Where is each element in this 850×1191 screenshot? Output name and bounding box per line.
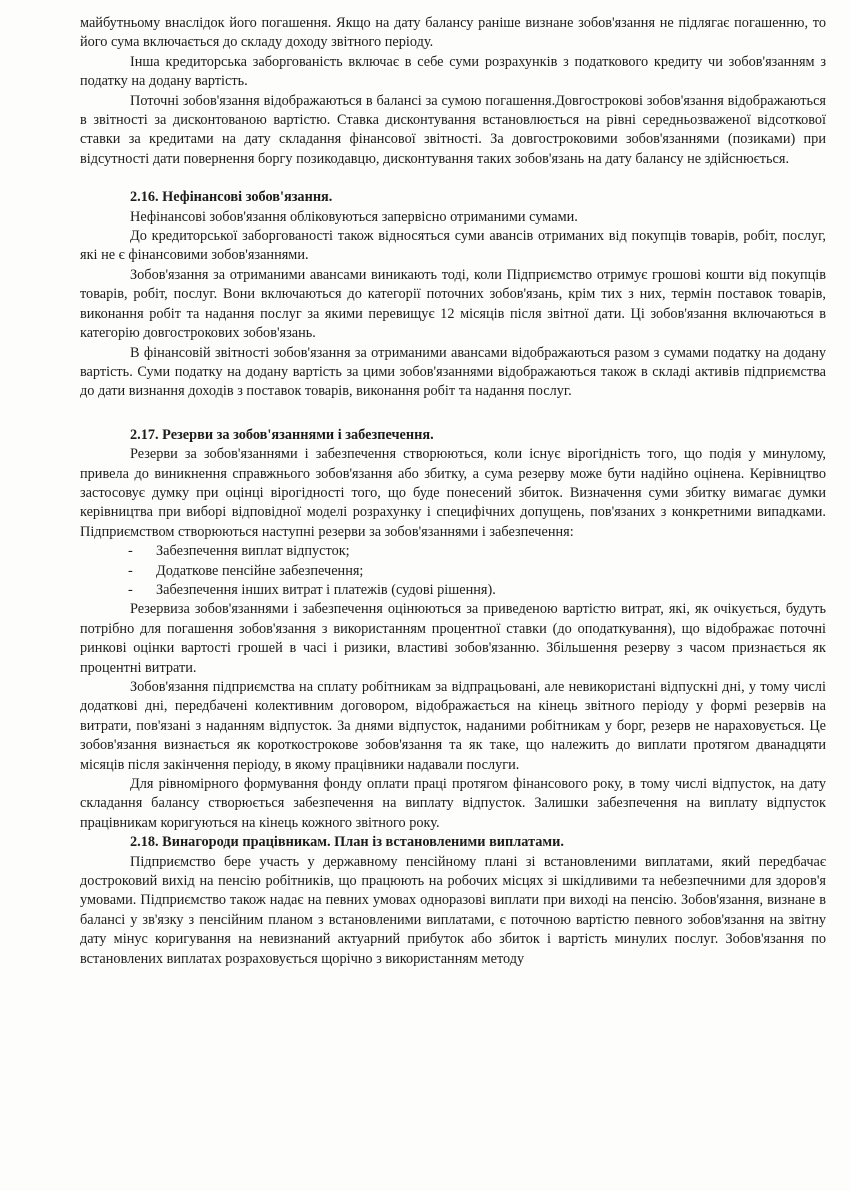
paragraph: Поточні зобов'язання відображаються в балансі за сумою погашення.Довгострокові зобов'язання відображаються в звітності за дисконтованою вартістю. Ставка дисконтування встановлюється на рівні середньозваженої відсоткової ставки за кредитами на дату складання фінансової звітності. За довгостроковими зобов'язаннями (позиками) при відсутності дати повернення боргу позикодавцю, дисконтування таких зобов'язань на дату балансу не здійснюється. bbox=[80, 92, 826, 167]
paragraph: Зобов'язання за отриманими авансами виникають тоді, коли Підприємство отримує грошові кошти від покупців товарів, робіт, послуг. Вони включаються до категорії поточних зобов'язань, крім тих з них, термін поставок товарів, виконання робіт та надання послуг за якими перевищує 12 місяців після звітної дати. Ці зобов'язання включаються в категорію довгострокових зобов'язань. bbox=[80, 266, 826, 342]
reserves-list bbox=[80, 542, 826, 600]
section-heading-2-18: 2.18. Винагороди працівникам. План із встановленими виплатами. bbox=[130, 834, 564, 851]
paragraph: Резервиза зобов'язаннями і забезпечення оцінюються за приведеною вартістю витрат, які, як очікується, будуть потрібно для погашення зобов'язання з використанням процентної ставки (до оподаткування), що відображає поточні ринкові оцінки вартості грошей в часі і ризики, властиві зобов'язанню. Збільшення резерву з часом признається як процентні витрати. bbox=[80, 601, 826, 676]
section-heading-2-16: 2.16. Нефінансові зобов'язання. bbox=[130, 189, 333, 206]
section-heading-2-17: 2.17. Резерви за зобов'язаннями і забезпечення. bbox=[130, 426, 434, 443]
paragraph: В фінансовій звітності зобов'язання за отриманими авансами відображаються разом з сумами податку на додану вартість. Суми податку на додану вартість за цими зобов'язаннями відображаються також в складі активів підприємства до дати визнання доходів з поставок товарів, виконання робіт та надання послуг. bbox=[80, 344, 826, 400]
paragraph: Підприємство бере участь у державному пенсійному плані зі встановленими виплатами, який передбачає достроковий вихід на пенсію робітників, що працюють на робочих місцях зі шкідливими та небезпечними для здоров'я умовами. Підприємство також надає на певних умовах одноразові виплати при виході на пенсію. Зобов'язання, визнане в балансі у зв'язку з пенсійним планом з встановленими виплатами, є поточною вартістю певного зобов'язання на звітну дату мінус коригування на невизнаний актуарний прибуток або збиток і вартість минулих послуг. Зобов'язання по встановлених виплатах розраховується щорічно з використанням методу bbox=[80, 853, 826, 967]
paragraph: Зобов'язання підприємства на сплату робітникам за відпрацьовані, але невикористані відпускні дні, у тому числі додаткові дні, передбачені колективним договором, відображається на кінець звітного періоду у формі резервів на витрати, пов'язані з наданням відпусток. За днями відпусток, наданими робітникам у борг, резерв не нараховується. Це зобов'язання визнається як короткострокове зобов'язання та як таке, що належить до виплати протягом дванадцяти місяців після закінчення періоду, в якому працівники надавали послуги. bbox=[80, 679, 826, 773]
paragraph: майбутньому внаслідок його погашення. Якщо на дату балансу раніше визнане зобов'язання не підлягає погашенню, то його сума включається до складу доходу звітного періоду. bbox=[80, 15, 826, 51]
list-item: - Додаткове пенсійне забезпечення; bbox=[120, 562, 826, 581]
spacer bbox=[80, 169, 826, 188]
paragraph: Резерви за зобов'язаннями і забезпечення створюються, коли існує вірогідність того, що подія у минулому, привела до виникнення справжнього зобов'язання або збитку, а сума резерву може бути надійно оцінена. Керівництво застосовує думку при оцінці вірогідності того, що буде понесений збиток. Визначення суми збитку вимагає думки керівництва при виборі відповідної моделі розрахунку і специфічних допущень, пов'язаних з конкретними випадками. Підприємством створюються наступні резерви за зобов'язаннями і забезпечення: bbox=[80, 446, 826, 540]
paragraph: Для рівномірного формування фонду оплати праці протягом фінансового року, в тому числі відпусток, на дату складання балансу створюється забезпечення на виплату відпусток. Залишки забезпечення на виплату відпусток працівникам коригуються на кінець кожного звітного року. bbox=[80, 776, 826, 831]
paragraph: Інша кредиторська заборгованість включає в себе суми розрахунків з податкового кредиту чи зобов'язанням з податку на додану вартість. bbox=[80, 53, 826, 90]
list-item: - Забезпечення виплат відпусток; bbox=[120, 542, 826, 561]
list-item: - Забезпечення інших витрат і платежів (судові рішення). bbox=[120, 581, 826, 600]
paragraph: Нефінансові зобов'язання обліковуються запервісно отриманими сумами. bbox=[130, 208, 578, 225]
spacer bbox=[80, 402, 826, 426]
paragraph: До кредиторської заборгованості також відносяться суми авансів отриманих від покупців товарів, робіт, послуг, які не є фінансовими зобов'язаннями. bbox=[80, 228, 826, 264]
